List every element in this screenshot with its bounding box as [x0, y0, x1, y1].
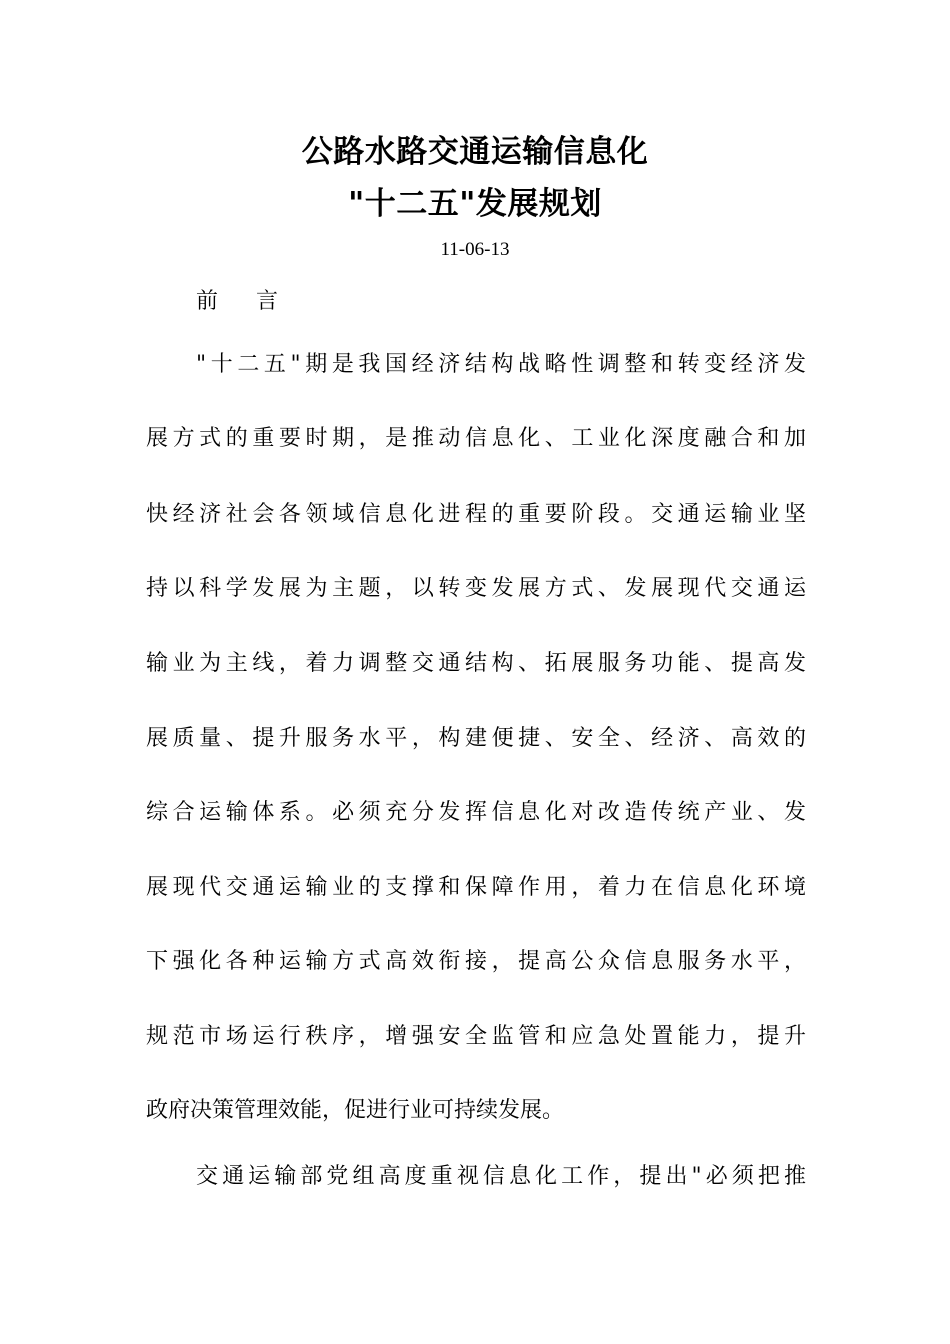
paragraph-line: 下强化各种运输方式高效衔接，提高公众信息服务水平，	[146, 949, 806, 974]
paragraph-line: 持以科学发展为主题，以转变发展方式、发展现代交通运	[146, 576, 806, 601]
paragraph-line: 综合运输体系。必须充分发挥信息化对改造传统产业、发	[146, 800, 806, 825]
paragraph-line: 交通运输部党组高度重视信息化工作，提出"必须把推	[196, 1164, 806, 1189]
paragraph-line: "十二五"期是我国经济结构战略性调整和转变经济发	[196, 352, 806, 377]
section-heading-preface: 前 言	[196, 289, 280, 314]
document-title-line-2: "十二五"发展规划	[348, 186, 602, 222]
document-title-line-1: 公路水路交通运输信息化	[301, 134, 649, 170]
paragraph-line: 展现代交通运输业的支撑和保障作用，着力在信息化环境	[146, 875, 806, 900]
paragraph-line: 规范市场运行秩序，增强安全监管和应急处置能力，提升	[146, 1024, 806, 1049]
document-date: 11-06-13	[440, 239, 510, 260]
paragraph-line: 政府决策管理效能，促进行业可持续发展。	[146, 1098, 565, 1123]
paragraph-line: 展方式的重要时期，是推动信息化、工业化深度融合和加	[146, 426, 806, 451]
paragraph-line: 快经济社会各领域信息化进程的重要阶段。交通运输业坚	[146, 502, 806, 527]
paragraph-line: 展质量、提升服务水平，构建便捷、安全、经济、高效的	[146, 726, 806, 751]
paragraph-line: 输业为主线，着力调整交通结构、拓展服务功能、提高发	[146, 651, 806, 676]
